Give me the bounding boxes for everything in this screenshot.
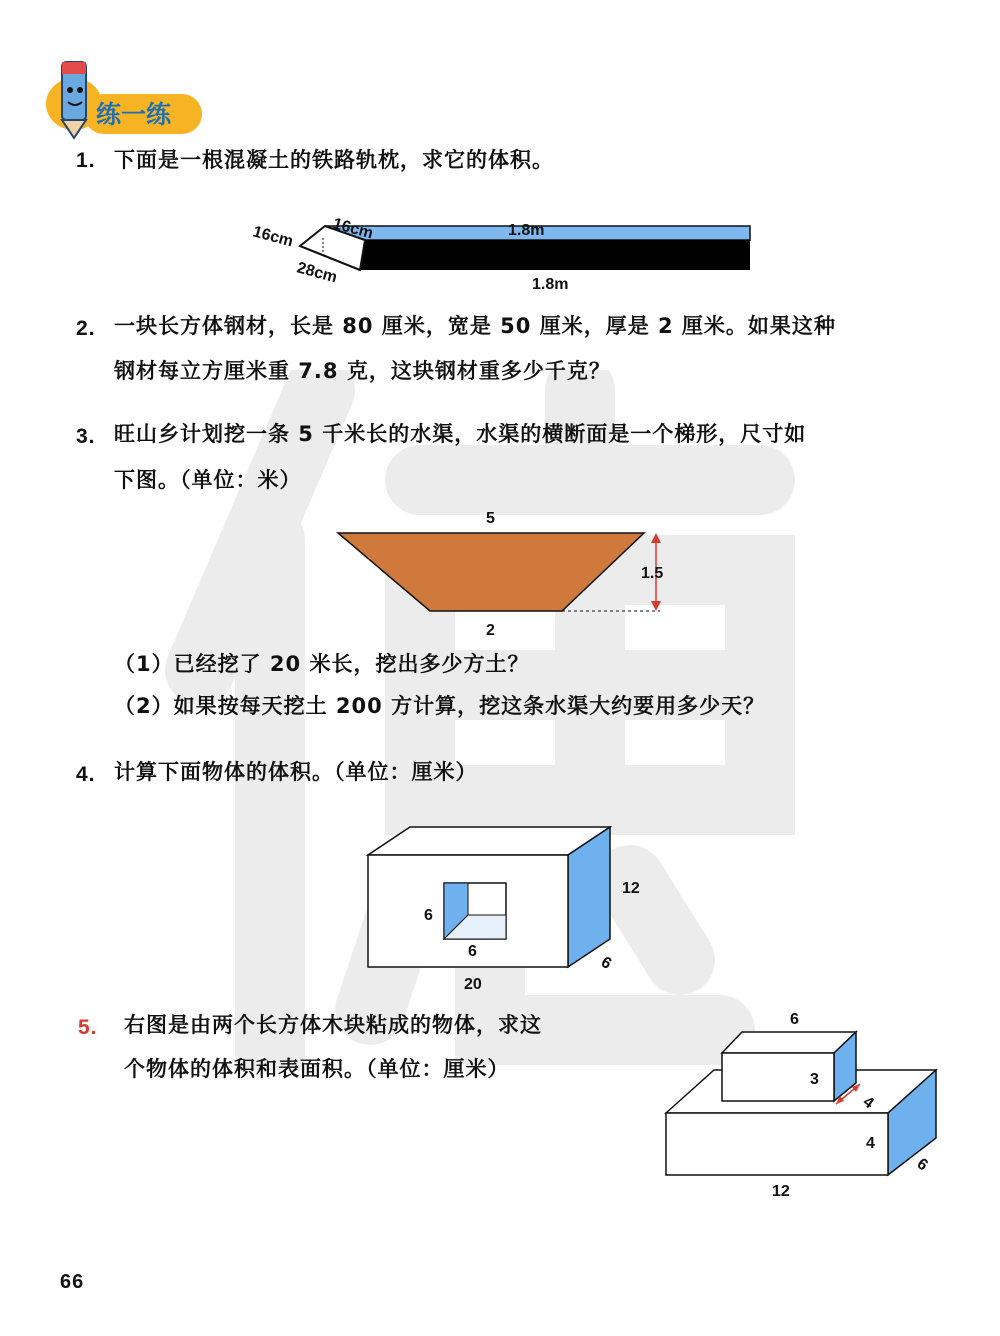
base-block-front-face [666,1113,888,1175]
q3-label-bottom: 2 [486,622,495,639]
q2-number: 2. [76,317,96,340]
q3-label-height: 1.5 [641,565,664,582]
q1-label-bottom-long: 1.8m [532,276,569,293]
q4-text: 计算下面物体的体积。（单位：厘米） [114,760,478,784]
q1-sleeper-figure [240,200,780,300]
q5-label-base-depth: 6 [913,1155,931,1175]
q2-line2: 钢材每立方厘米重 7.8 克，这块钢材重多少千克？ [114,359,611,383]
q1-label-top-short: 16cm [330,215,375,243]
q5-number: 5. [78,1016,98,1039]
q3-label-top: 5 [486,510,495,527]
q1-label-bottom-short: 28cm [294,259,339,287]
q3-trapezoid-figure [330,505,690,645]
q5-label-base-length: 12 [772,1183,790,1200]
page-number: 66 [60,1271,85,1293]
q3-number: 3. [76,425,96,448]
q3-sub1: （1）已经挖了 20 米长，挖出多少方土？ [114,652,530,676]
top-block-top-face [722,1032,856,1053]
q1-number: 1. [76,149,96,172]
q4-label-length: 20 [464,976,482,993]
q2-line1: 一块长方体钢材，长是 80 厘米，宽是 50 厘米，厚是 2 厘米。如果这种 [114,314,836,338]
section-header-badge [40,52,210,142]
q5-label-top-length: 6 [790,1011,799,1028]
q1-label-left-side: 16cm [250,223,295,251]
q5-line2: 个物体的体积和表面积。（单位：厘米） [124,1057,510,1081]
q5-label-base-height: 4 [866,1135,875,1152]
q4-label-hole-width: 6 [468,943,477,960]
q5-blocks-figure [650,1000,960,1205]
q4-box-figure [350,815,670,1000]
sleeper-front-face [360,240,750,270]
canal-cross-section [338,533,644,611]
q4-label-hole-height: 6 [424,907,433,924]
q3-line2: 下图。（单位：米） [114,468,302,492]
q3-sub2: （2）如果按每天挖土 200 方计算，挖这条水渠大约要用多少天？ [114,694,766,718]
q4-label-height: 12 [622,880,640,897]
q5-label-top-depth: 4 [859,1093,877,1113]
q1-text: 下面是一根混凝土的铁路轨枕，求它的体积。 [114,148,554,172]
q4-label-depth: 6 [598,953,615,973]
section-title: 练一练 [96,100,172,129]
q3-line1: 旺山乡计划挖一条 5 千米长的水渠，水渠的横断面是一个梯形，尺寸如 [114,422,807,446]
q5-label-top-height: 3 [810,1071,819,1088]
q1-label-top-long: 1.8m [508,222,545,239]
q4-number: 4. [76,763,96,786]
q5-line1: 右图是由两个长方体木块粘成的物体，求这 [124,1013,542,1037]
